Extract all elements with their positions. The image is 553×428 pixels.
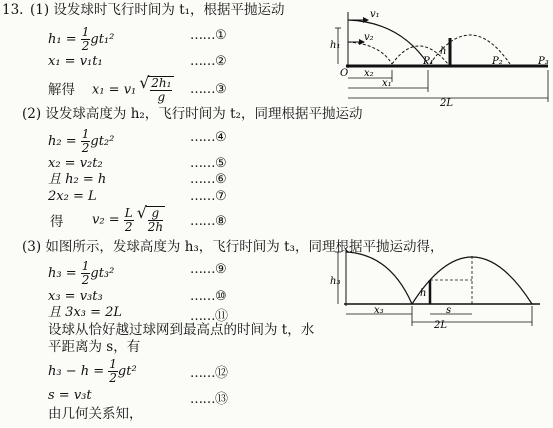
- label-s: s: [446, 305, 452, 316]
- equation-1-number: ……①: [190, 28, 227, 43]
- label-p2: P₂: [492, 56, 503, 67]
- equation-2: x₁ = v₁t₁: [48, 54, 103, 69]
- equation-3: x₁ = v₁ √ $\frac{\text{2h₁}}{g}$: [92, 76, 174, 104]
- label-v2: v₂: [364, 32, 374, 43]
- equation-10-number: ……⑩: [190, 289, 227, 304]
- label-2L: 2L: [440, 98, 454, 108]
- equation-8-number: ……⑧: [190, 214, 227, 229]
- equation-5-number: ……⑤: [190, 156, 227, 171]
- label-x2: x₂: [364, 68, 374, 79]
- label-p3: P₃: [538, 56, 549, 67]
- label-x3: x₃: [374, 305, 384, 316]
- equation-1: h₁ = $\frac{1}{2}$ gt₁²: [48, 25, 115, 53]
- equation-11: 且 3x₃ = 2L: [48, 305, 123, 320]
- equation-4: h₂ = $\frac{1}{2}$ gt₂²: [48, 127, 115, 155]
- label-origin: O: [340, 68, 349, 79]
- label-h3: h₃: [330, 276, 341, 287]
- equation-2-number: ……②: [190, 54, 227, 69]
- equation-12: h₃ − h = $\frac{1}{2}$ gt²: [48, 357, 137, 385]
- equation-5: x₂ = v₂t₂: [48, 156, 103, 171]
- equation-12-number: ……⑫: [190, 366, 228, 381]
- part1-intro: (1) 设发球时飞行时间为 t₁，根据平抛运动: [30, 2, 285, 18]
- part2-intro: (2) 设发球高度为 h₂，飞行时间为 t₂，同理根据平抛运动: [22, 106, 363, 122]
- label-h: h: [420, 288, 427, 299]
- equation-3-number: ……③: [190, 82, 227, 97]
- text-line-2: 平距离为 s，有: [48, 339, 141, 355]
- label-p1: P₁: [423, 56, 434, 67]
- text-line-3: 由几何关系知，: [48, 406, 143, 422]
- label-x1: x₁: [382, 78, 392, 89]
- equation-9-number: ……⑨: [190, 262, 227, 277]
- label-h1: h₁: [330, 40, 341, 51]
- equation-11-number: ……⑪: [190, 309, 228, 324]
- solve-label-1: 解得: [48, 82, 75, 98]
- equation-9: h₃ = $\frac{1}{2}$ gt₃²: [48, 259, 115, 287]
- label-h: h: [440, 46, 447, 57]
- text-line-1: 设球从恰好越过球网到最高点的时间为 t，水: [48, 322, 315, 338]
- equation-6: 且 h₂ = h: [48, 172, 107, 187]
- solve-label-2: 得: [50, 214, 64, 230]
- equation-7: 2x₂ = L: [48, 189, 97, 204]
- equation-13-number: ……⑬: [190, 392, 228, 407]
- label-v1: v₁: [370, 9, 380, 20]
- equation-8: v₂ = $\frac{L}{2}$ √ $\frac{g}{2h}$: [92, 206, 165, 234]
- equation-10: x₃ = v₃t₃: [48, 289, 103, 304]
- trajectory-diagram-2: [330, 242, 540, 328]
- equation-4-number: ……④: [190, 130, 227, 145]
- problem-number: 13.: [2, 2, 24, 18]
- label-2L: 2L: [434, 320, 448, 328]
- trajectory-diagram-1: [330, 8, 550, 108]
- equation-6-number: ……⑥: [190, 172, 227, 187]
- equation-7-number: ……⑦: [190, 189, 227, 204]
- part3-intro: (3) 如图所示，发球高度为 h₃，飞行时间为 t₃，同理根据平抛运动得，: [22, 239, 444, 255]
- equation-13: s = v₃t: [48, 388, 92, 403]
